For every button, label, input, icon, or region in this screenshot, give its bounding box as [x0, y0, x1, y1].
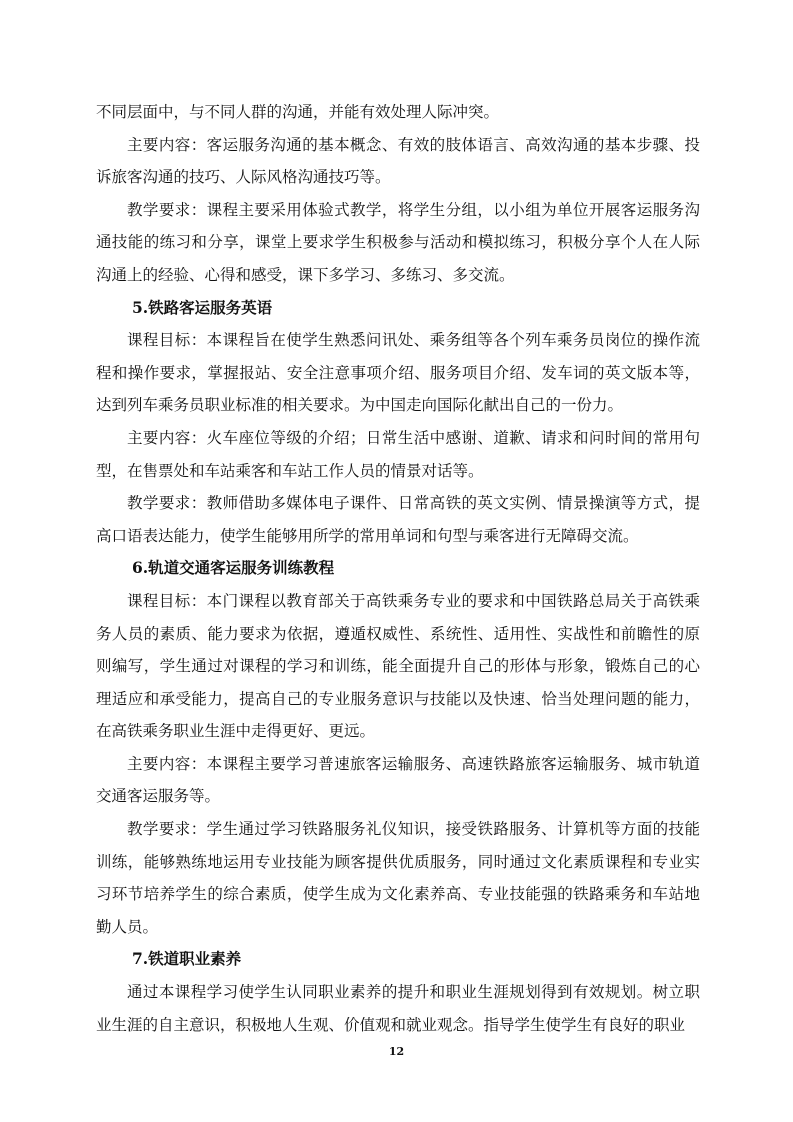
page-content — [96, 96, 700, 1041]
page-number: 12 — [388, 1045, 405, 1058]
paragraph-professionalism: 通过本课程学习使学生认同职业素养的提升和职业生涯规划得到有效规划。树立职业生涯的自主意识，积极地人生观、价值观和就业观念。指导学生使学生有良好的职业 — [96, 983, 700, 1034]
paragraph-training-content: 主要内容：本课程主要学习普速旅客运输服务、高速铁路旅客运输服务、城市轨道交通客运服务等。 — [96, 754, 700, 806]
paragraph-communication-content: 主要内容：客运服务沟通的基本概念、有效的肢体语言、高效沟通的基本步骤、投诉旅客沟通的技巧、人际风格沟通技巧等。 — [96, 135, 700, 187]
paragraph-english-requirements: 教学要求：教师借助多媒体电子课件、日常高铁的英文实例、情景操演等方式，提高口语表达能力，使学生能够用所学的常用单词和句型与乘客进行无障碍交流。 — [96, 494, 700, 545]
paragraph-communication-requirements: 教学要求：课程主要采用体验式教学，将学生分组，以小组为单位开展客运服务沟通技能的练习和分享，课堂上要求学生积极参与活动和模拟练习，积极分享个人在人际沟通上的经验、心得和感受，课下多学习、多练习、多交流。 — [96, 200, 700, 284]
paragraph-training-goal: 课程目标：本门课程以教育部关于高铁乘务专业的要求和中国铁路总局关于高铁乘务人员的素质、能力要求为依据，遵遁权威性、系统性、适用性、实战性和前瞻性的原则编写，学生通过对课程的学习和训练，能全面提升自己的形体与形象，锻炼自己的心理适应和承受能力，提高自己的专业服务意识与技能以及快速、恰当处理问题的能力，在高铁乘务职业生涯中走得更好、更远。 — [96, 591, 700, 741]
paragraph-english-content: 主要内容：火车座位等级的介绍；日常生活中感谢、道歉、请求和问时间的常用句型，在售票处和车站乘客和车站工作人员的情景对话等。 — [96, 428, 700, 480]
paragraph-communication-goal-end: 不同层面中，与不同人群的沟通，并能有效处理人际冲突。 — [96, 103, 500, 121]
heading-railway-professionalism: 7.铁道职业素养 — [132, 949, 242, 969]
heading-railway-english: 5.铁路客运服务英语 — [132, 297, 273, 317]
paragraph-training-requirements: 教学要求：学生通过学习铁路服务礼仪知识，接受铁路服务、计算机等方面的技能训练，能够熟练地运用专业技能为顾客提供优质服务，同时通过文化素质课程和专业实习环节培养学生的综合素质，使学生成为文化素养高、专业技能强的铁路乘务和车站地勤人员。 — [96, 820, 700, 936]
heading-rail-transit-training: 6.轨道交通客运服务训练教程 — [132, 558, 335, 578]
paragraph-english-goal: 课程目标：本课程旨在使学生熟悉问讯处、乘务组等各个列车乘务员岗位的操作流程和操作要求，掌握报站、安全注意事项介绍、服务项目介绍、发车词的英文版本等，达到列车乘务员职业标准的相关要求。为中国走向国际化献出自己的一份力。 — [96, 331, 700, 415]
